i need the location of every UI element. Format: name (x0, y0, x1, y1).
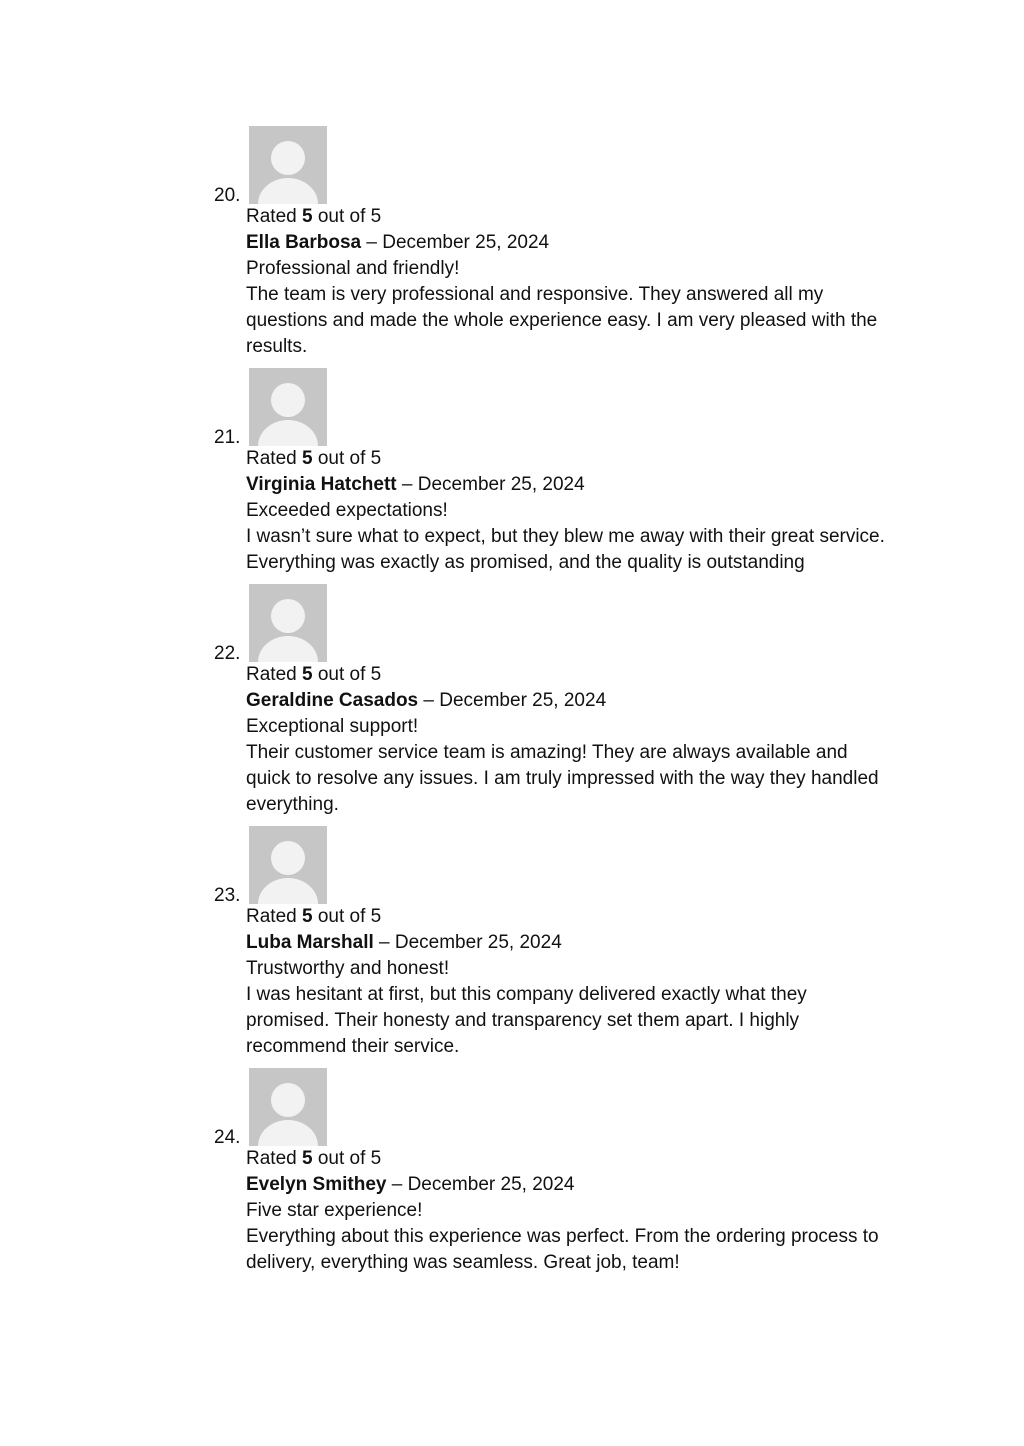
review-author: Luba Marshall (246, 932, 374, 953)
review-body: Their customer service team is amazing! They are always available and quick to resolve any issues. I am truly impressed with the way they handled everything. (246, 742, 879, 815)
review-meta (246, 1172, 886, 1198)
review-item (0, 1068, 886, 1276)
review-rating: Rated 5 out of 5 (246, 1148, 382, 1169)
review-number: 23. (214, 885, 241, 906)
review-meta (246, 230, 886, 256)
review-date: – December 25, 2024 (391, 1174, 575, 1195)
review-title: Trustworthy and honest! (246, 958, 450, 979)
review-body: Everything about this experience was perfect. From the ordering process to delivery, everything was seamless. Great job, team! (246, 1226, 879, 1273)
user-avatar-icon (249, 368, 327, 446)
review-date: – December 25, 2024 (379, 932, 562, 953)
review-number: 22. (214, 643, 241, 664)
review-body: The team is very professional and responsive. They answered all my questions and made the whole experience easy. I am very pleased with the results. (246, 284, 878, 357)
review-list (0, 126, 1024, 1284)
user-avatar-icon (249, 826, 327, 904)
review-number: 24. (214, 1127, 241, 1148)
review-author: Virginia Hatchett (246, 474, 397, 495)
user-avatar-icon (249, 126, 327, 204)
review-item (0, 826, 886, 1060)
review-author: Evelyn Smithey (246, 1174, 387, 1195)
review-item (0, 126, 886, 360)
review-author: Ella Barbosa (246, 232, 362, 253)
review-rating: Rated 5 out of 5 (246, 206, 382, 227)
review-meta (246, 472, 886, 498)
review-item (0, 368, 886, 576)
review-meta (246, 930, 886, 956)
review-rating: Rated 5 out of 5 (246, 906, 382, 927)
rating-value: 5 (301, 206, 313, 227)
review-date: – December 25, 2024 (366, 232, 550, 253)
review-rating: Rated 5 out of 5 (246, 664, 382, 685)
review-title: Professional and friendly! (246, 258, 460, 279)
review-item (0, 584, 886, 818)
review-body: I was hesitant at first, but this company delivered exactly what they promised. Their honesty and transparency set them apart. I highly recommend their service. (246, 984, 807, 1057)
review-meta (246, 688, 886, 714)
rating-value: 5 (301, 1148, 313, 1169)
user-avatar-icon (249, 1068, 327, 1146)
review-body: I wasn’t sure what to expect, but they blew me away with their great service. Everything was exactly as promised, and the quality is outstanding (246, 526, 885, 573)
rating-value: 5 (301, 664, 313, 685)
review-title: Exceptional support! (246, 716, 419, 737)
review-date: – December 25, 2024 (401, 474, 585, 495)
review-author: Geraldine Casados (246, 690, 419, 711)
review-title: Five star experience! (246, 1200, 423, 1221)
review-number: 20. (214, 185, 241, 206)
rating-value: 5 (301, 448, 313, 469)
review-date: – December 25, 2024 (423, 690, 607, 711)
rating-value: 5 (301, 906, 313, 927)
review-rating: Rated 5 out of 5 (246, 448, 382, 469)
user-avatar-icon (249, 584, 327, 662)
review-title: Exceeded expectations! (246, 500, 448, 521)
review-number: 21. (214, 427, 241, 448)
